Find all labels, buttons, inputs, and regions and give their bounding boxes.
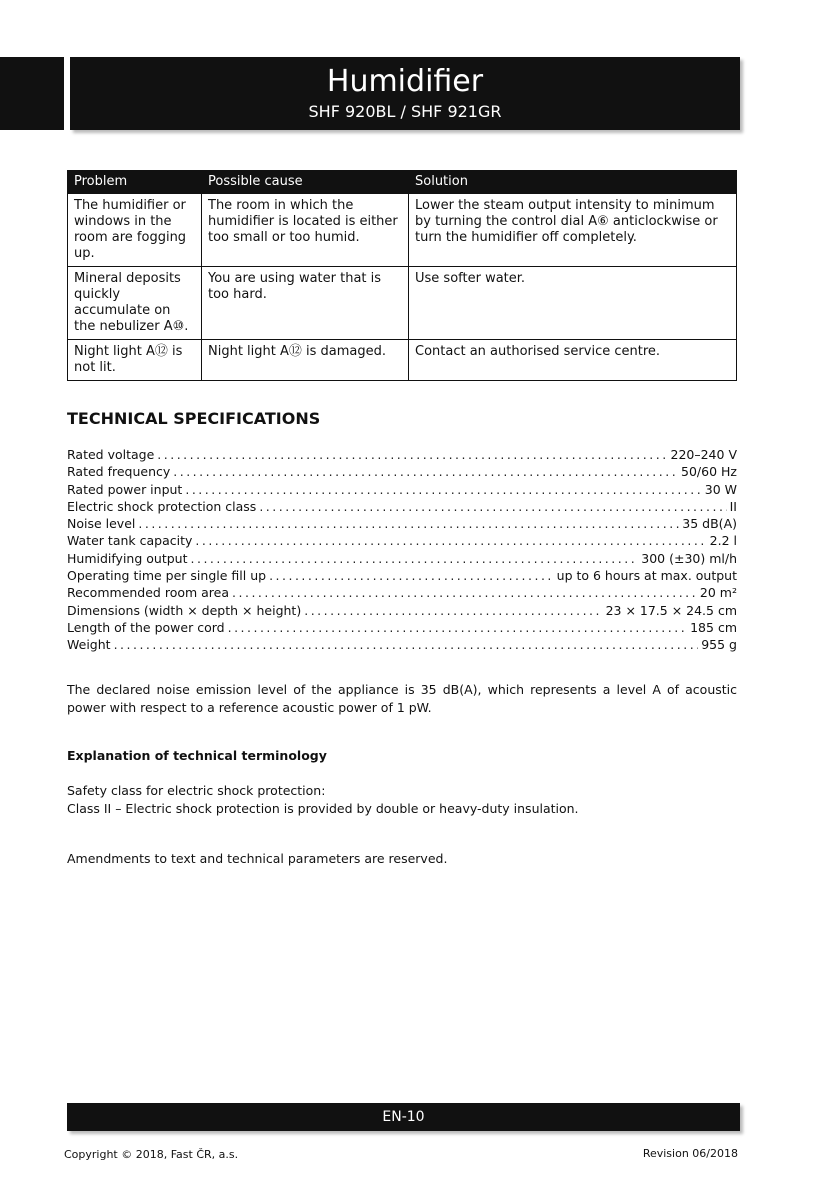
column-header-cause: Possible cause	[202, 171, 409, 194]
language-tab	[0, 57, 64, 130]
dot-leader	[269, 567, 554, 584]
dot-leader	[228, 619, 688, 636]
explanation-title: Explanation of technical terminology	[67, 748, 327, 763]
spec-label: Rated power input	[67, 481, 183, 497]
spec-value: 20 m²	[699, 585, 737, 601]
problem-cell: Mineral deposits quickly accumulate on the nebulizer A⑩.	[68, 267, 202, 340]
spec-label: Humidifying output	[67, 550, 188, 566]
dot-leader	[157, 446, 667, 463]
page-title: Humidifier	[326, 64, 484, 99]
spec-row	[67, 446, 737, 463]
spec-value: 35 dB(A)	[682, 516, 737, 532]
dot-leader	[114, 636, 699, 653]
amendments-note: Amendments to text and technical parameters are reserved.	[67, 851, 448, 866]
problem-cell: The humidifier or windows in the room are fogging up.	[68, 194, 202, 267]
spec-value: 2.2 l	[709, 533, 737, 549]
dot-leader	[195, 532, 706, 549]
table-row	[68, 267, 737, 340]
spec-label: Length of the power cord	[67, 619, 225, 635]
spec-label: Rated voltage	[67, 447, 155, 462]
dot-leader	[232, 584, 697, 601]
spec-label: Water tank capacity	[67, 533, 193, 549]
spec-label: Recommended room area	[67, 585, 230, 601]
spec-value: up to 6 hours at max. output	[556, 568, 737, 584]
page-number-bar	[67, 1103, 740, 1131]
noise-declaration: The declared noise emission level of the appliance is 35 dB(A), which represents a level A of acoustic power with respect to a reference acoustic power of 1 pW.	[67, 682, 737, 715]
solution-cell: Use softer water.	[409, 267, 737, 340]
dot-leader	[304, 602, 602, 619]
dot-leader	[191, 550, 639, 567]
table-row	[68, 340, 737, 381]
spec-row	[67, 463, 737, 480]
solution-cell: Contact an authorised service centre.	[409, 340, 737, 381]
spec-value: 300 (±30) ml/h	[641, 550, 737, 566]
column-header-problem: Problem	[68, 171, 202, 194]
spec-value: 23 × 17.5 × 24.5 cm	[605, 602, 737, 618]
table-header-row	[68, 171, 737, 194]
spec-row	[67, 481, 737, 498]
safety-class-line: Safety class for electric shock protection:	[67, 783, 326, 798]
spec-row	[67, 602, 737, 619]
spec-value: 30 W	[704, 481, 737, 497]
spec-label: Electric shock protection class	[67, 498, 257, 514]
explanation-text	[67, 782, 737, 818]
spec-row	[67, 550, 737, 567]
problem-cell: Night light A⑫ is not lit.	[68, 340, 202, 381]
spec-row	[67, 498, 737, 515]
spec-row	[67, 619, 737, 636]
language-label: EN	[14, 22, 40, 59]
model-numbers: SHF 920BL / SHF 921GR	[308, 102, 502, 121]
spec-label: Weight	[67, 637, 111, 653]
spec-row	[67, 567, 737, 584]
dot-leader	[138, 515, 679, 532]
spec-label: Noise level	[67, 516, 136, 532]
specs-list	[67, 446, 737, 654]
spec-value: 220–240 V	[670, 447, 737, 462]
cause-cell: Night light A⑫ is damaged.	[202, 340, 409, 381]
page-number: EN-10	[382, 1109, 425, 1125]
spec-row	[67, 584, 737, 601]
spec-row	[67, 532, 737, 549]
spec-value: 50/60 Hz	[681, 464, 737, 480]
copyright: Copyright © 2018, Fast ČR, a.s.	[64, 1148, 239, 1161]
cause-cell: You are using water that is too hard.	[202, 267, 409, 340]
spec-value: II	[729, 498, 737, 514]
dot-leader	[173, 463, 678, 480]
cause-cell: The room in which the humidifier is located is either too small or too humid.	[202, 194, 409, 267]
spec-row	[67, 515, 737, 532]
revision: Revision 06/2018	[642, 1147, 738, 1160]
specs-title: TECHNICAL SPECIFICATIONS	[67, 409, 321, 428]
troubleshooting-table	[67, 170, 737, 381]
spec-row	[67, 636, 737, 653]
dot-leader	[259, 498, 726, 515]
solution-cell: Lower the steam output intensity to minimum by turning the control dial A⑥ anticlockwise or turn the humidifier off completely.	[409, 194, 737, 267]
spec-label: Dimensions (width × depth × height)	[67, 602, 302, 618]
dot-leader	[185, 481, 701, 498]
spec-label: Rated frequency	[67, 464, 171, 480]
class-ii-line: Class II – Electric shock protection is provided by double or heavy-duty insulation.	[67, 801, 579, 816]
column-header-solution: Solution	[409, 171, 737, 194]
table-row	[68, 194, 737, 267]
spec-value: 185 cm	[690, 619, 737, 635]
spec-value: 955 g	[701, 637, 737, 653]
page-header	[70, 57, 740, 130]
spec-label: Operating time per single fill up	[67, 568, 267, 584]
